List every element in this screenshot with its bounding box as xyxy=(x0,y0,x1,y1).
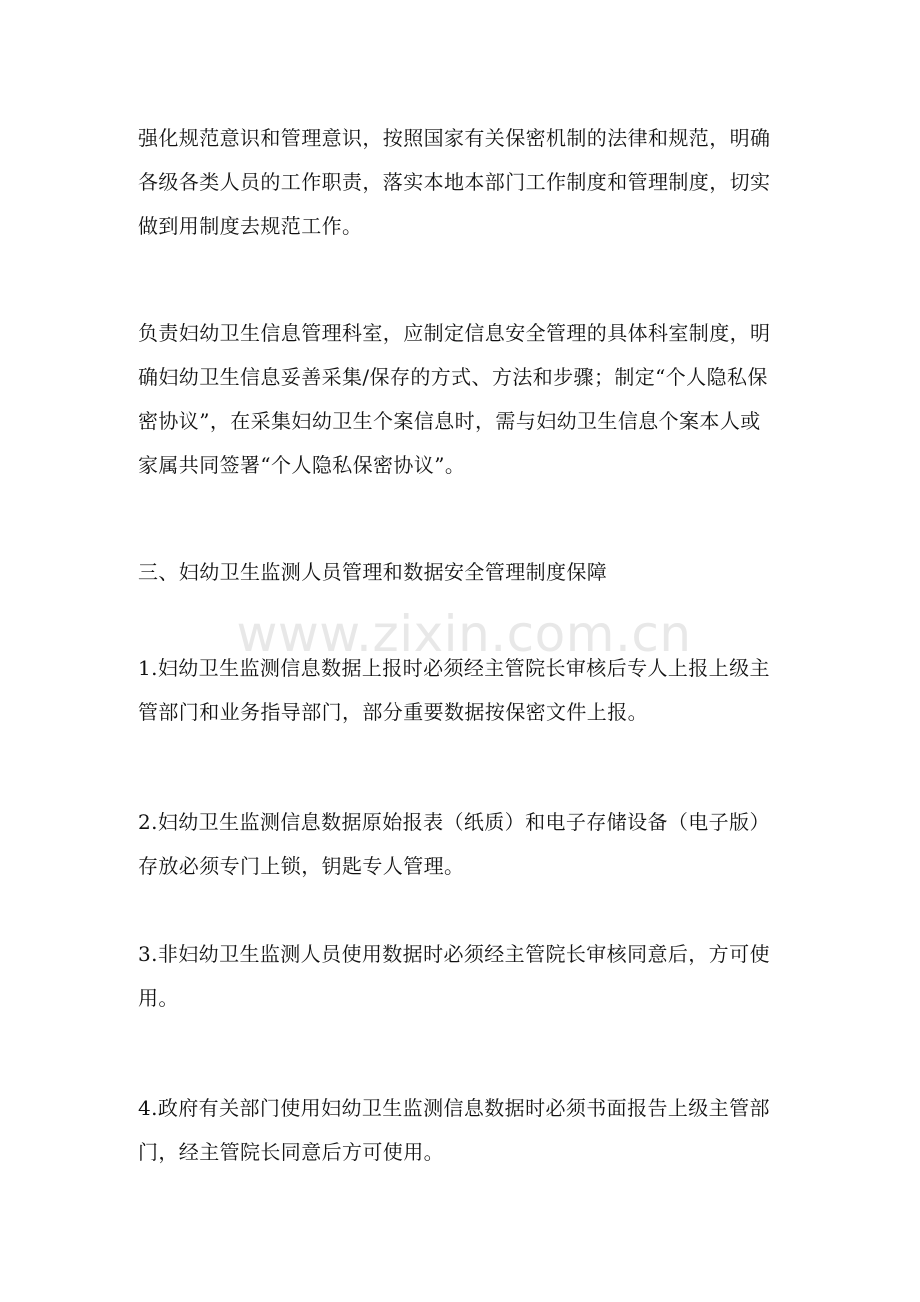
paragraph-standards-awareness: 强化规范意识和管理意识，按照国家有关保密机制的法律和规范，明确各级各类人员的工作职责，落实本地本部门工作制度和管理制度，切实做到用制度去规范工作。 xyxy=(138,126,771,238)
list-item-1: 1.妇幼卫生监测信息数据上报时必须经主管院长审核后专人上报上级主管部门和业务指导部门，部分重要数据按保密文件上报。 xyxy=(138,656,770,724)
paragraph-privacy-agreement: 负责妇幼卫生信息管理科室，应制定信息安全管理的具体科室制度，明确妇幼卫生信息妥善采集/保存的方式、方法和步骤；制定“个人隐私保密协议”，在采集妇幼卫生个案信息时，需与妇幼卫生信息个案本人或家属共同签署“个人隐私保密协议”。 xyxy=(138,321,771,477)
list-item-2: 2.妇幼卫生监测信息数据原始报表（纸质）和电子存储设备（电子版）存放必须专门上锁，钥匙专人管理。 xyxy=(138,810,770,878)
watermark: www.zixin.com.cn xyxy=(236,605,692,663)
section-heading-three: 三、妇幼卫生监测人员管理和数据安全管理制度保障 xyxy=(138,560,608,584)
list-item-3: 3.非妇幼卫生监测人员使用数据时必须经主管院长审核同意后，方可使用。 xyxy=(138,942,770,1010)
list-item-4: 4.政府有关部门使用妇幼卫生监测信息数据时必须书面报告上级主管部门，经主管院长同意后方可使用。 xyxy=(138,1096,770,1164)
